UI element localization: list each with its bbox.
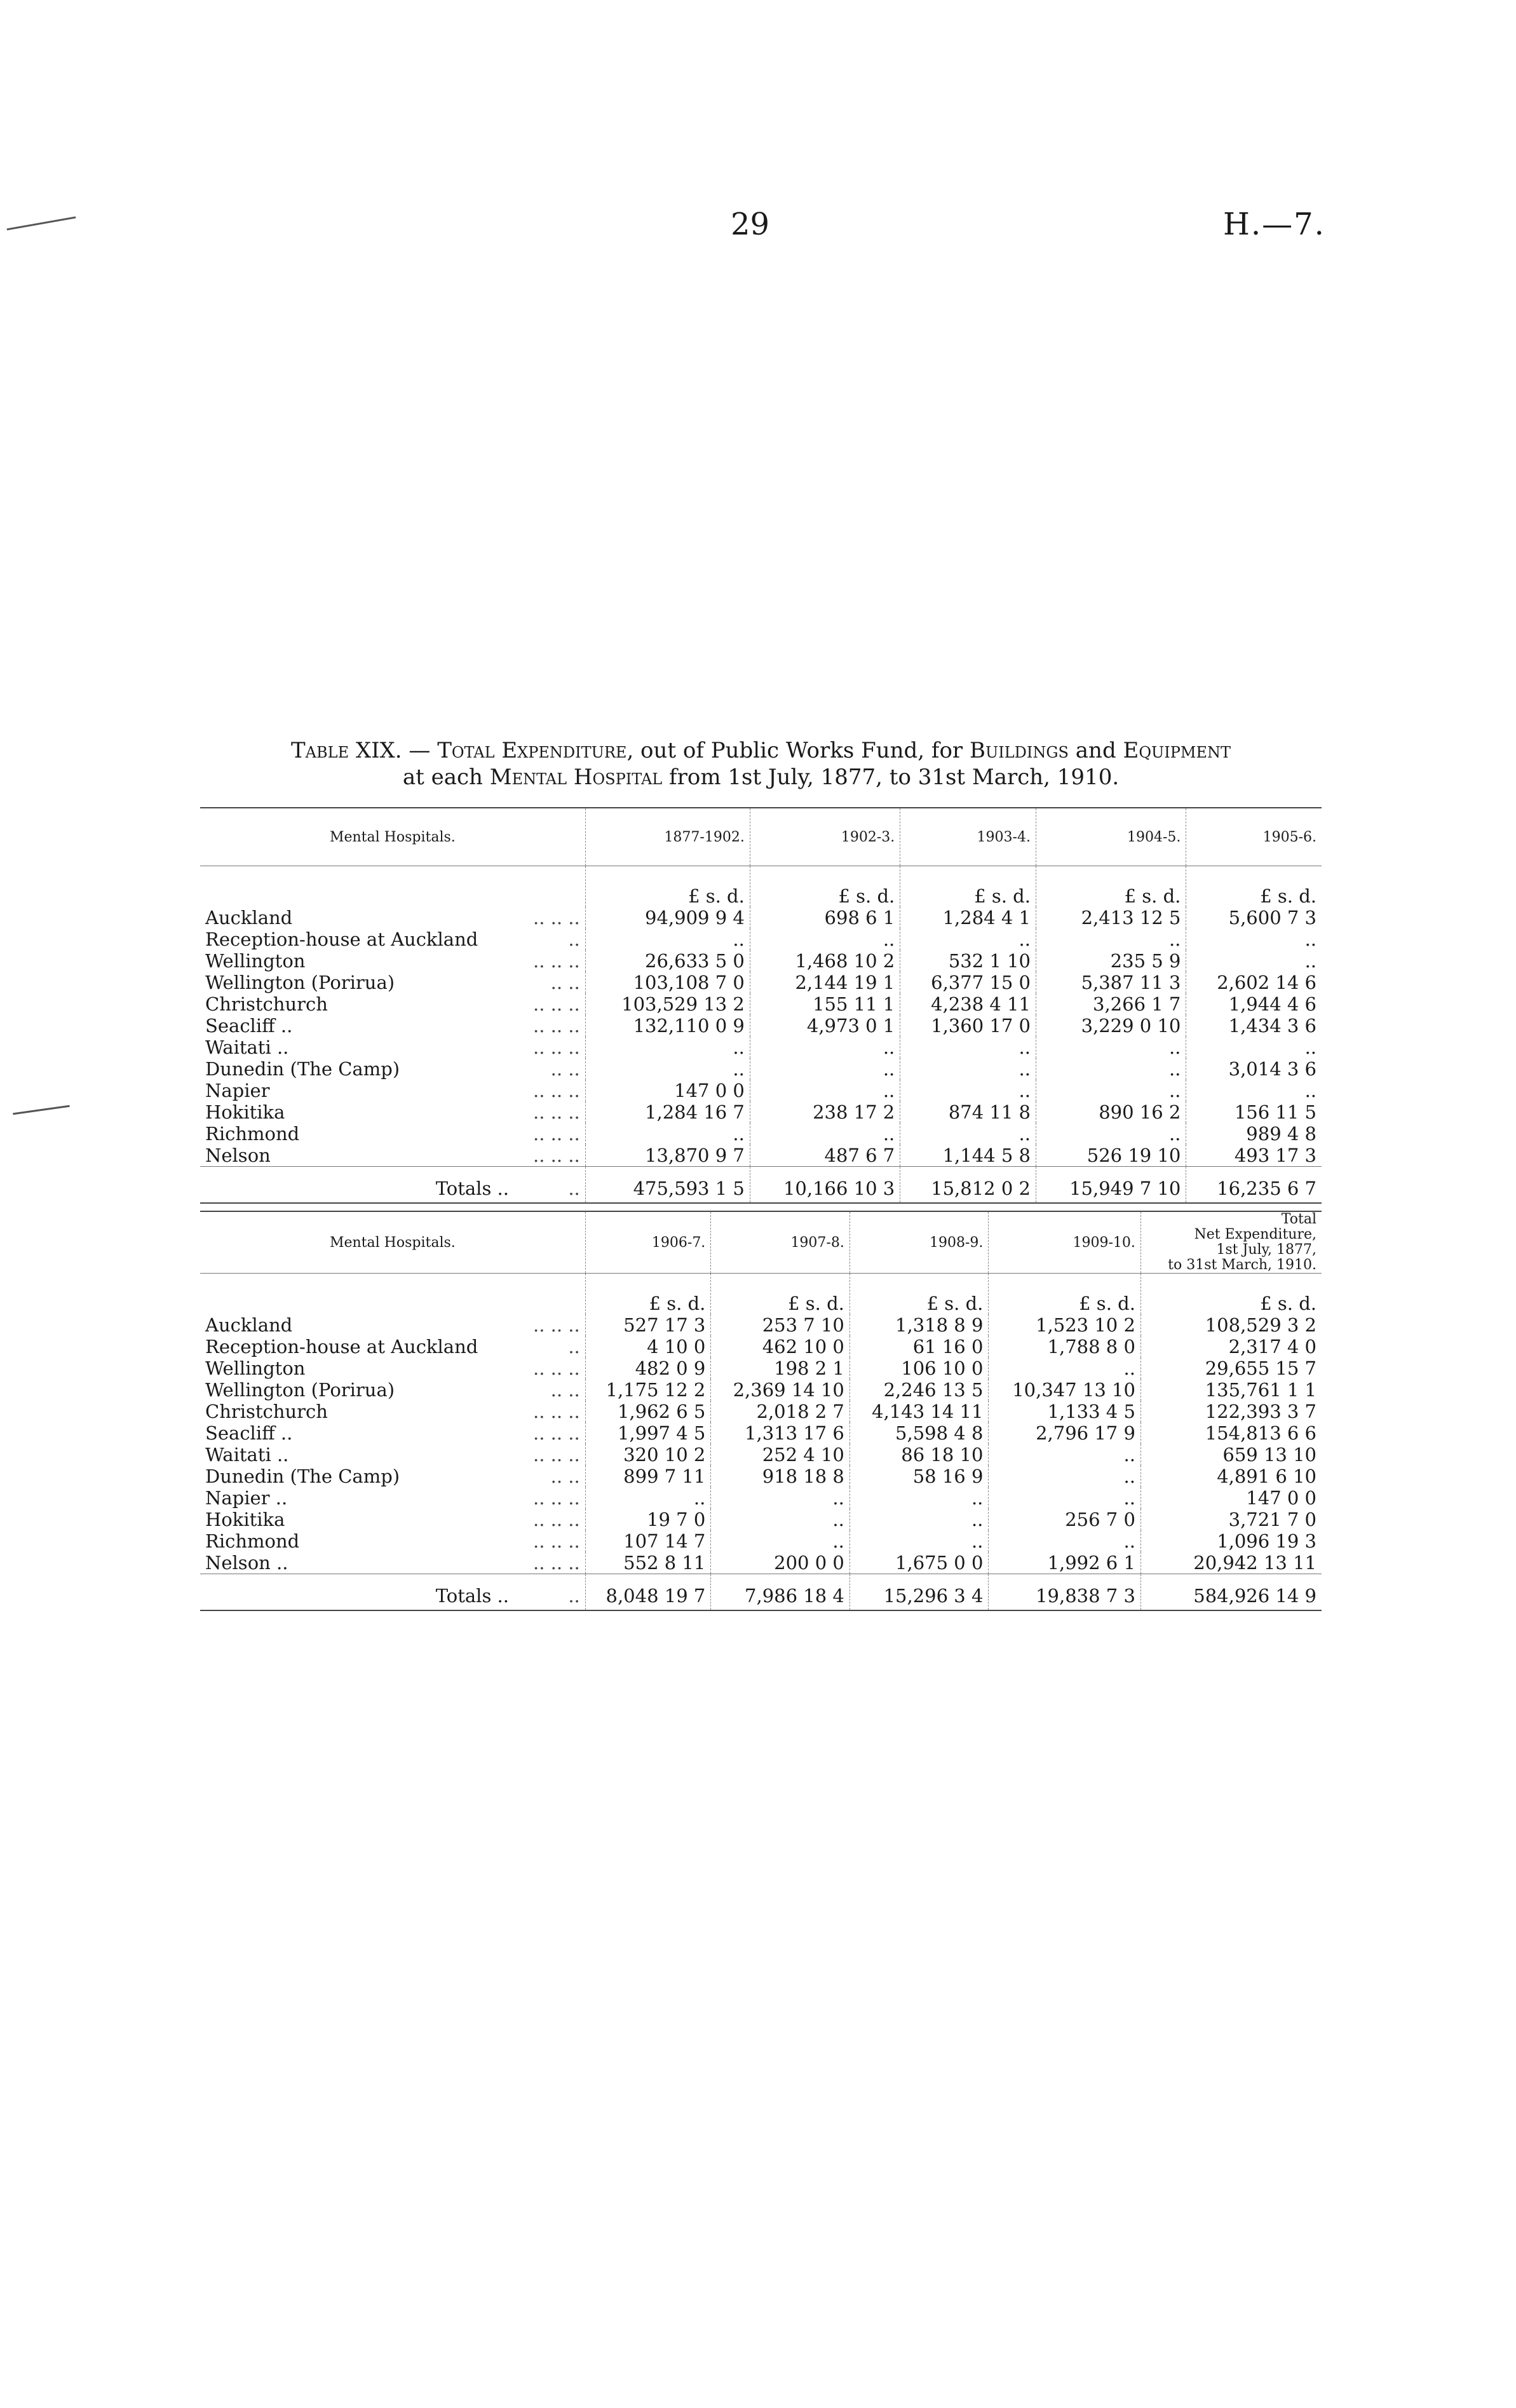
amount-cell: .. (585, 1037, 750, 1058)
amount-cell: 19 7 0 (585, 1509, 711, 1530)
amount-cell: 1,788 8 0 (989, 1336, 1141, 1357)
table2-unit: £ s. d. (1140, 1274, 1322, 1315)
title-line2b: Mental Hospital (489, 765, 663, 790)
hospital-name: Wellington (205, 950, 306, 972)
amount-cell: 874 11 8 (900, 1101, 1036, 1123)
amount-cell: 2,413 12 5 (1036, 907, 1186, 929)
amount-cell: 1,944 4 6 (1186, 993, 1322, 1015)
table-row (200, 1466, 1322, 1487)
amount-cell: 1,468 10 2 (750, 950, 900, 972)
page-number: 29 (731, 207, 770, 242)
amount-cell: .. (900, 1123, 1036, 1145)
amount-cell: 899 7 11 (585, 1466, 711, 1487)
table2-total-head (1140, 1211, 1322, 1274)
hospital-name: Seacliff .. (205, 1422, 293, 1444)
amount-cell: 156 11 5 (1186, 1101, 1322, 1123)
amount-cell: .. (1036, 1058, 1186, 1080)
leader-dots: .. .. .. (533, 1552, 580, 1574)
amount-cell: .. (750, 1058, 900, 1080)
amount-cell: 238 17 2 (750, 1101, 900, 1123)
table2-unit: £ s. d. (711, 1274, 850, 1315)
table2-col-label: Mental Hospitals. (200, 1211, 585, 1274)
amount-cell: .. (989, 1466, 1141, 1487)
table2-total-1: 7,986 18 4 (711, 1574, 850, 1611)
amount-cell: 2,018 2 7 (711, 1401, 850, 1422)
table-row (200, 907, 1322, 929)
amount-cell: 103,529 13 2 (585, 993, 750, 1015)
amount-cell: 4,143 14 11 (849, 1401, 989, 1422)
amount-cell: 2,246 13 5 (849, 1379, 989, 1401)
hospital-name: Reception-house at Auckland (205, 929, 478, 950)
amount-cell: 3,229 0 10 (1036, 1015, 1186, 1037)
amount-cell: 320 10 2 (585, 1444, 711, 1466)
amount-cell: .. (1186, 929, 1322, 950)
amount-cell: .. (849, 1509, 989, 1530)
leader-dots: .. .. .. (533, 1487, 580, 1509)
title-text5: Equipment (1123, 738, 1231, 763)
leader-dots: .. .. .. (533, 1037, 580, 1058)
table-row (200, 1552, 1322, 1574)
table-row (200, 1357, 1322, 1379)
amount-cell: 1,962 6 5 (585, 1401, 711, 1422)
leader-dots: .. .. .. (533, 1530, 580, 1552)
amount-cell: 1,318 8 9 (849, 1314, 989, 1336)
amount-cell: 252 4 10 (711, 1444, 850, 1466)
table2-unit: £ s. d. (989, 1274, 1141, 1315)
amount-cell: 1,523 10 2 (989, 1314, 1141, 1336)
leader-dots: .. .. .. (533, 1401, 580, 1422)
amount-cell: .. (585, 1058, 750, 1080)
title-text3: Buildings (970, 738, 1069, 763)
amount-cell: 1,175 12 2 (585, 1379, 711, 1401)
amount-cell: 1,144 5 8 (900, 1145, 1036, 1167)
hospital-name: Dunedin (The Camp) (205, 1466, 400, 1487)
table-row (200, 1422, 1322, 1444)
amount-cell: 482 0 9 (585, 1357, 711, 1379)
table-row (200, 950, 1322, 972)
hospital-name: Hokitika (205, 1101, 285, 1123)
amount-cell: 3,014 3 6 (1186, 1058, 1322, 1080)
amount-cell: .. (750, 1080, 900, 1101)
table1-period-3: 1904-5. (1036, 808, 1186, 866)
leader-dots: .. .. .. (533, 1357, 580, 1379)
table1-period-1: 1902-3. (750, 808, 900, 866)
amount-cell: 20,942 13 11 (1140, 1552, 1322, 1574)
table2-period-1: 1907-8. (711, 1211, 850, 1274)
amount-cell: 487 6 7 (750, 1145, 900, 1167)
leader-dots: .. .. (550, 1379, 580, 1401)
amount-cell: .. (989, 1357, 1141, 1379)
leader-dots: .. .. .. (533, 1314, 580, 1336)
amount-cell: 200 0 0 (711, 1552, 850, 1574)
leader-dots: .. .. (550, 972, 580, 993)
amount-cell: 526 19 10 (1036, 1145, 1186, 1167)
amount-cell: .. (989, 1444, 1141, 1466)
hospital-name: Napier .. (205, 1487, 288, 1509)
table2-unit: £ s. d. (585, 1274, 711, 1315)
leader-dots: .. .. .. (533, 1422, 580, 1444)
amount-cell: 154,813 6 6 (1140, 1422, 1322, 1444)
total-head-line-2: 1st July, 1877, (1216, 1242, 1316, 1258)
table-row (200, 1145, 1322, 1167)
hospital-name: Richmond (205, 1123, 300, 1145)
table2-total-0: 8,048 19 7 (585, 1574, 711, 1611)
amount-cell: .. (989, 1530, 1141, 1552)
hospital-name: Wellington (205, 1357, 306, 1379)
amount-cell: 918 18 8 (711, 1466, 850, 1487)
hospital-name: Dunedin (The Camp) (205, 1058, 400, 1080)
table-row (200, 1487, 1322, 1509)
expenditure-table-1 (200, 807, 1322, 1204)
amount-cell: .. (900, 1058, 1036, 1080)
title-text1: Total Expenditure (437, 738, 627, 763)
amount-cell: 3,266 1 7 (1036, 993, 1186, 1015)
table2-totals-label: Totals .. (200, 1574, 528, 1611)
table1-period-4: 1905-6. (1186, 808, 1322, 866)
amount-cell: .. (750, 1123, 900, 1145)
amount-cell: .. (585, 929, 750, 950)
leader-dots: .. .. .. (533, 1123, 580, 1145)
table2-period-0: 1906-7. (585, 1211, 711, 1274)
hospital-name: Seacliff .. (205, 1015, 293, 1037)
hospital-name: Auckland (205, 907, 293, 929)
hospital-name: Nelson .. (205, 1552, 288, 1574)
title-text4: and (1068, 738, 1123, 763)
leader-dots: .. (568, 929, 580, 950)
amount-cell: 256 7 0 (989, 1509, 1141, 1530)
amount-cell: .. (900, 1080, 1036, 1101)
table2-period-3: 1909-10. (989, 1211, 1141, 1274)
amount-cell: 532 1 10 (900, 950, 1036, 972)
table-row (200, 1444, 1322, 1466)
amount-cell: 1,313 17 6 (711, 1422, 850, 1444)
amount-cell: 2,317 4 0 (1140, 1336, 1322, 1357)
amount-cell: 2,602 14 6 (1186, 972, 1322, 993)
amount-cell: .. (750, 929, 900, 950)
amount-cell: 1,133 4 5 (989, 1401, 1141, 1422)
table1-total-0: 475,593 1 5 (585, 1167, 750, 1204)
amount-cell: .. (989, 1487, 1141, 1509)
amount-cell: 253 7 10 (711, 1314, 850, 1336)
amount-cell: 698 6 1 (750, 907, 900, 929)
table2-totals-leaders: .. (528, 1574, 585, 1611)
amount-cell: 106 10 0 (849, 1357, 989, 1379)
amount-cell: 147 0 0 (585, 1080, 750, 1101)
amount-cell: 198 2 1 (711, 1357, 850, 1379)
table1-header-row (200, 808, 1322, 866)
amount-cell: 3,721 7 0 (1140, 1509, 1322, 1530)
amount-cell: .. (1036, 1080, 1186, 1101)
table2-unit: £ s. d. (849, 1274, 989, 1315)
amount-cell: 155 11 1 (750, 993, 900, 1015)
amount-cell: 29,655 15 7 (1140, 1357, 1322, 1379)
leader-dots: .. .. .. (533, 1509, 580, 1530)
table1-total-3: 15,949 7 10 (1036, 1167, 1186, 1204)
amount-cell: 2,369 14 10 (711, 1379, 850, 1401)
amount-cell: 462 10 0 (711, 1336, 850, 1357)
title-line2c: from 1st July, 1877, to 31st March, 1910. (662, 765, 1120, 790)
table-row (200, 1401, 1322, 1422)
amount-cell: 132,110 0 9 (585, 1015, 750, 1037)
table2-body (200, 1314, 1322, 1574)
table-title (200, 737, 1322, 791)
table1-totals-row (200, 1167, 1322, 1204)
amount-cell: 26,633 5 0 (585, 950, 750, 972)
table2-total-4: 584,926 14 9 (1140, 1574, 1322, 1611)
leader-dots: .. .. (550, 1058, 580, 1080)
title-label: Table XIX. (291, 738, 402, 763)
amount-cell: 2,796 17 9 (989, 1422, 1141, 1444)
table1-col-label: Mental Hospitals. (200, 808, 585, 866)
table2-total-3: 19,838 7 3 (989, 1574, 1141, 1611)
table2-period-2: 1908-9. (849, 1211, 989, 1274)
amount-cell: .. (900, 1037, 1036, 1058)
amount-cell: 1,675 0 0 (849, 1552, 989, 1574)
margin-mark-2 (13, 1105, 70, 1115)
table-row (200, 1080, 1322, 1101)
leader-dots: .. .. .. (533, 1015, 580, 1037)
amount-cell: 235 5 9 (1036, 950, 1186, 972)
amount-cell: .. (711, 1487, 850, 1509)
table1-period-0: 1877-1902. (585, 808, 750, 866)
amount-cell: 4,238 4 11 (900, 993, 1036, 1015)
hospital-name: Waitati .. (205, 1444, 289, 1466)
table1-unit: £ s. d. (1036, 866, 1186, 908)
table1-total-4: 16,235 6 7 (1186, 1167, 1322, 1204)
amount-cell: 2,144 19 1 (750, 972, 900, 993)
total-head-line-0: Total (1281, 1211, 1316, 1227)
hospital-name: Christchurch (205, 993, 328, 1015)
hospital-name: Nelson (205, 1145, 271, 1166)
amount-cell: 122,393 3 7 (1140, 1401, 1322, 1422)
amount-cell: 61 16 0 (849, 1336, 989, 1357)
amount-cell: .. (1036, 1123, 1186, 1145)
amount-cell: .. (1186, 950, 1322, 972)
title-line2a: at each (402, 765, 490, 790)
hospital-name: Richmond (205, 1530, 300, 1552)
table2-unit-row (200, 1274, 1322, 1315)
leader-dots: .. .. (550, 1466, 580, 1487)
amount-cell: 527 17 3 (585, 1314, 711, 1336)
table-row (200, 1530, 1322, 1552)
table1-body (200, 907, 1322, 1167)
amount-cell: 1,096 19 3 (1140, 1530, 1322, 1552)
amount-cell: .. (1036, 929, 1186, 950)
title-text2: , out of Public Works Fund, for (626, 738, 970, 763)
amount-cell: 5,387 11 3 (1036, 972, 1186, 993)
hospital-name: Christchurch (205, 1401, 328, 1422)
table-row (200, 1015, 1322, 1037)
hospital-name: Wellington (Porirua) (205, 972, 395, 993)
table-row (200, 1314, 1322, 1336)
amount-cell: .. (849, 1487, 989, 1509)
amount-cell: 1,434 3 6 (1186, 1015, 1322, 1037)
amount-cell: 4,973 0 1 (750, 1015, 900, 1037)
amount-cell: 107 14 7 (585, 1530, 711, 1552)
total-head-line-1: Net Expenditure, (1194, 1227, 1316, 1242)
table1-unit: £ s. d. (585, 866, 750, 908)
amount-cell: 6,377 15 0 (900, 972, 1036, 993)
table1-totals-label: Totals .. (200, 1167, 528, 1204)
table-row (200, 1509, 1322, 1530)
table-row (200, 1123, 1322, 1145)
amount-cell: 552 8 11 (585, 1552, 711, 1574)
amount-cell: .. (1036, 1037, 1186, 1058)
expenditure-table-2 (200, 1211, 1322, 1611)
amount-cell: .. (750, 1037, 900, 1058)
amount-cell: 5,598 4 8 (849, 1422, 989, 1444)
hospital-name: Hokitika (205, 1509, 285, 1530)
table1-unit-row (200, 866, 1322, 908)
table1-total-1: 10,166 10 3 (750, 1167, 900, 1204)
amount-cell: 890 16 2 (1036, 1101, 1186, 1123)
title-sep: — (402, 738, 438, 763)
amount-cell: 86 18 10 (849, 1444, 989, 1466)
hospital-name: Reception-house at Auckland (205, 1336, 478, 1357)
amount-cell: .. (900, 929, 1036, 950)
amount-cell: 989 4 8 (1186, 1123, 1322, 1145)
amount-cell: 108,529 3 2 (1140, 1314, 1322, 1336)
leader-dots: .. .. .. (533, 1101, 580, 1123)
table-row (200, 1336, 1322, 1357)
amount-cell: 1,284 4 1 (900, 907, 1036, 929)
table2-total-2: 15,296 3 4 (849, 1574, 989, 1611)
table1-period-2: 1903-4. (900, 808, 1036, 866)
table1-unit: £ s. d. (900, 866, 1036, 908)
amount-cell: .. (711, 1530, 850, 1552)
table-row (200, 1101, 1322, 1123)
table-row (200, 1037, 1322, 1058)
margin-mark-1 (7, 216, 76, 230)
table1-unit: £ s. d. (750, 866, 900, 908)
amount-cell: 659 13 10 (1140, 1444, 1322, 1466)
table1-total-2: 15,812 0 2 (900, 1167, 1036, 1204)
leader-dots: .. .. .. (533, 993, 580, 1015)
hospital-name: Auckland (205, 1314, 293, 1336)
hospital-name: Napier (205, 1080, 270, 1101)
leader-dots: .. .. .. (533, 907, 580, 929)
leader-dots: .. .. .. (533, 1444, 580, 1466)
hospital-name: Wellington (Porirua) (205, 1379, 395, 1401)
amount-cell: 493 17 3 (1186, 1145, 1322, 1167)
amount-cell: 135,761 1 1 (1140, 1379, 1322, 1401)
leader-dots: .. (568, 1336, 580, 1357)
amount-cell: 94,909 9 4 (585, 907, 750, 929)
amount-cell: 1,284 16 7 (585, 1101, 750, 1123)
amount-cell: .. (585, 1487, 711, 1509)
table2-header-row (200, 1211, 1322, 1274)
table-row (200, 1379, 1322, 1401)
amount-cell: 1,360 17 0 (900, 1015, 1036, 1037)
amount-cell: 4 10 0 (585, 1336, 711, 1357)
amount-cell: 5,600 7 3 (1186, 907, 1322, 929)
amount-cell: 103,108 7 0 (585, 972, 750, 993)
table-row (200, 972, 1322, 993)
table-row (200, 993, 1322, 1015)
amount-cell: 58 16 9 (849, 1466, 989, 1487)
amount-cell: 147 0 0 (1140, 1487, 1322, 1509)
amount-cell: .. (1186, 1037, 1322, 1058)
hospital-name: Waitati .. (205, 1037, 289, 1058)
table1-totals-leaders: .. (528, 1167, 585, 1204)
amount-cell: .. (1186, 1080, 1322, 1101)
page-reference: H.—7. (1223, 207, 1325, 242)
amount-cell: .. (849, 1530, 989, 1552)
leader-dots: .. .. .. (533, 1080, 580, 1101)
table-row (200, 929, 1322, 950)
amount-cell: .. (711, 1509, 850, 1530)
table1-unit: £ s. d. (1186, 866, 1322, 908)
amount-cell: 1,992 6 1 (989, 1552, 1141, 1574)
amount-cell: 1,997 4 5 (585, 1422, 711, 1444)
amount-cell: 13,870 9 7 (585, 1145, 750, 1167)
leader-dots: .. .. .. (533, 1145, 580, 1166)
total-head-line-3: to 31st March, 1910. (1168, 1257, 1316, 1273)
leader-dots: .. .. .. (533, 950, 580, 972)
amount-cell: 4,891 6 10 (1140, 1466, 1322, 1487)
amount-cell: .. (585, 1123, 750, 1145)
table-row (200, 1058, 1322, 1080)
table2-totals-row (200, 1574, 1322, 1611)
amount-cell: 10,347 13 10 (989, 1379, 1141, 1401)
